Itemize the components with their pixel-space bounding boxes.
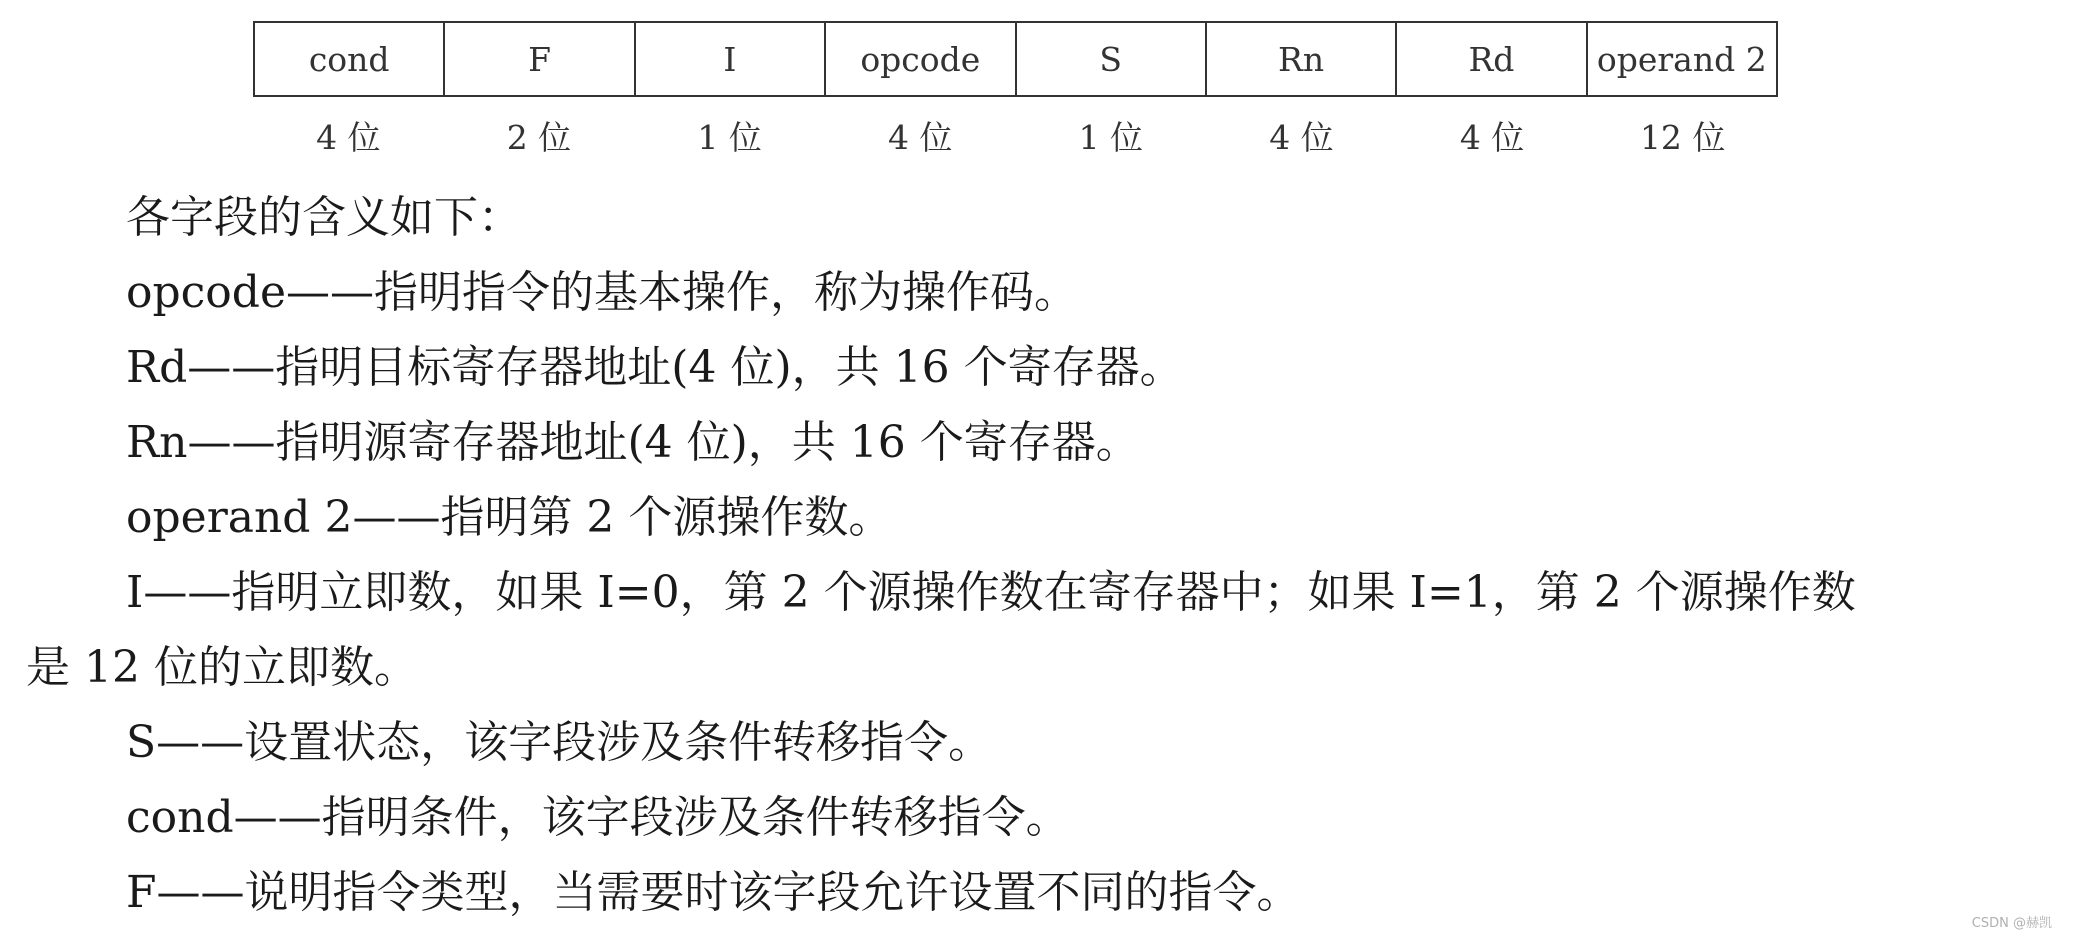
width-i: 1 位	[697, 117, 762, 157]
i-description-line1: I——指明立即数，如果 I=0，第 2 个源操作数在寄存器中；如果 I=1，第 2 个源操作数	[126, 567, 1856, 618]
field-s: S	[1017, 23, 1207, 95]
field-rd: Rd	[1397, 23, 1587, 95]
rn-description: Rn——指明源寄存器地址(4 位)，共 16 个寄存器。	[126, 417, 1140, 468]
width-s: 1 位	[1078, 117, 1144, 157]
width-operand2: 12 位	[1639, 117, 1726, 157]
opcode-description: opcode——指明指令的基本操作，称为操作码。	[126, 267, 1078, 318]
i-description-line2: 是 12 位的立即数。	[26, 642, 418, 693]
s-description: S——设置状态，该字段涉及条件转移指令。	[126, 717, 993, 768]
width-f: 2 位	[506, 117, 572, 157]
field-cond: cond	[255, 23, 445, 95]
operand2-description: operand 2——指明第 2 个源操作数。	[126, 492, 893, 543]
field-f: F	[445, 23, 635, 95]
field-opcode: opcode	[826, 23, 1016, 95]
width-rd: 4 位	[1459, 117, 1525, 157]
watermark: CSDN @赫凯	[1971, 916, 2052, 931]
width-cond: 4 位	[316, 117, 381, 157]
field-rn: Rn	[1207, 23, 1397, 95]
f-description: F——说明指令类型，当需要时该字段允许设置不同的指令。	[126, 867, 1301, 918]
width-rn: 4 位	[1269, 117, 1334, 157]
intro-text: 各字段的含义如下：	[126, 192, 522, 243]
field-operand2: operand 2	[1596, 39, 1767, 79]
rd-description: Rd——指明目标寄存器地址(4 位)，共 16 个寄存器。	[126, 342, 1184, 393]
cond-description: cond——指明条件，该字段涉及条件转移指令。	[126, 792, 1070, 843]
width-opcode: 4 位	[887, 117, 953, 157]
field-i: I	[636, 23, 826, 95]
field-width-row	[253, 110, 1778, 160]
instruction-format-table	[253, 21, 1778, 97]
